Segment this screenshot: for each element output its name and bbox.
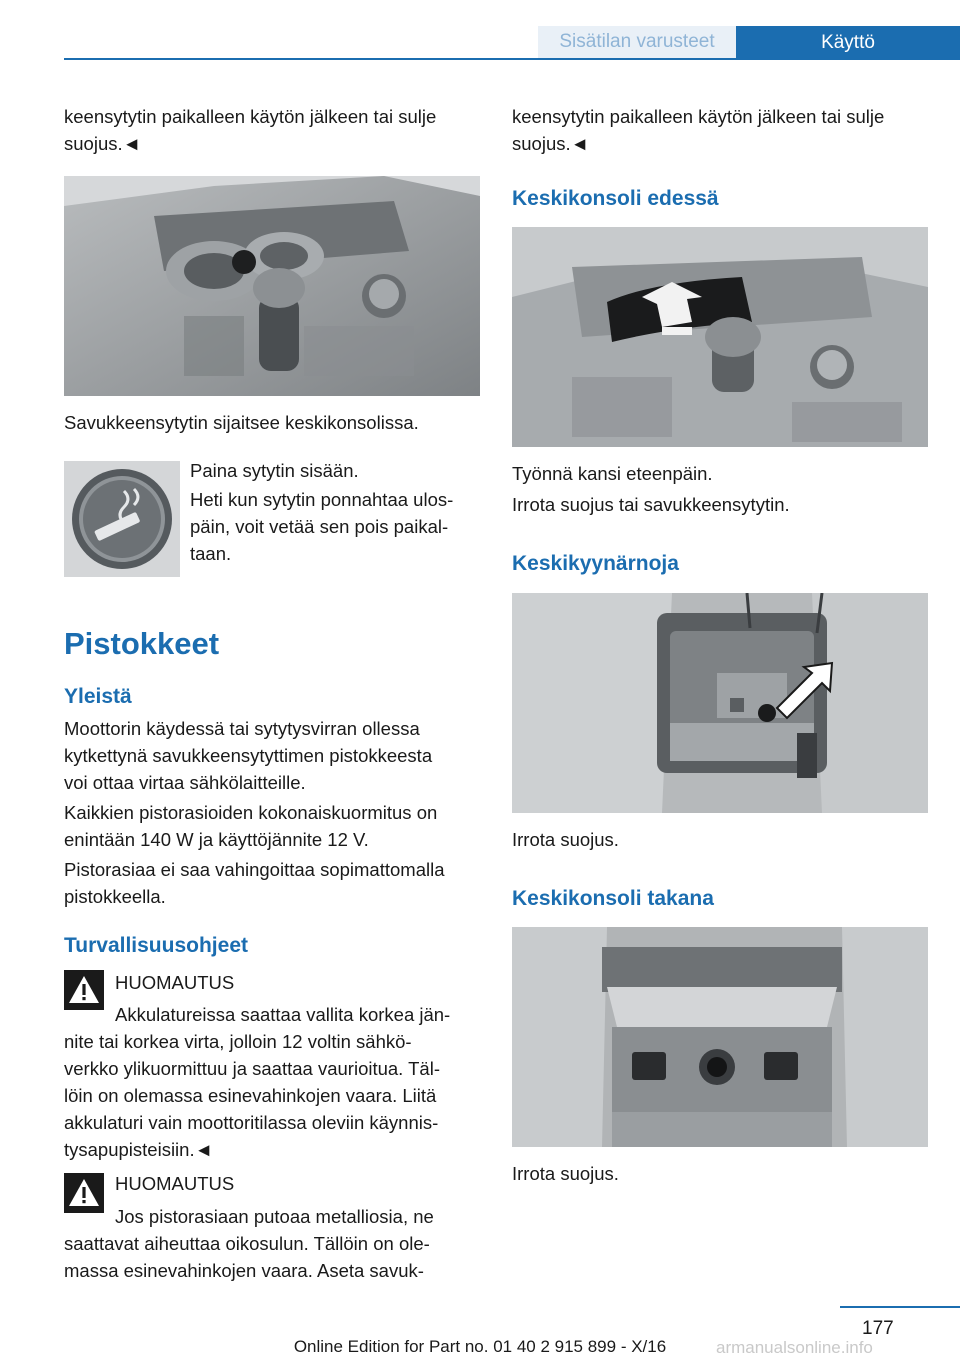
- warning-icon: [64, 970, 104, 1010]
- watermark-text: armanualsonline.info: [716, 1338, 873, 1357]
- front-console-step-2: Irrota suojus tai savukkeensytytin.: [512, 494, 790, 515]
- header-chapter-tab[interactable]: Käyttö: [736, 26, 960, 60]
- front-console-photo: [512, 227, 928, 447]
- heading-rear-console: Keskikonsoli takana: [512, 887, 714, 910]
- general-text-line-6: Pistorasiaa ei saa vahingoittaa sopimattomalla: [64, 859, 445, 880]
- warning-1-line-6: tysapupisteisiin.◄: [64, 1139, 213, 1160]
- instruction-pull-line-3: taan.: [190, 543, 232, 564]
- edition-footer: Online Edition for Part no. 01 40 2 915 899 - X/16: [293, 1337, 667, 1356]
- warning-2-line-2: saattavat aiheuttaa oikosulun. Tällöin on ole-: [64, 1233, 430, 1254]
- rear-console-instruction: Irrota suojus.: [512, 1163, 619, 1184]
- armrest-compartment-photo: [512, 593, 928, 813]
- instruction-pull-line-1: Heti kun sytytin ponnahtaa ulos-: [190, 489, 454, 510]
- instruction-press: Paina sytytin sisään.: [190, 460, 359, 481]
- right-intro-line-1: keensytytin paikalleen käytön jälkeen tai sulje: [512, 106, 885, 127]
- front-console-step-1: Työnnä kansi eteenpäin.: [512, 463, 713, 484]
- armrest-instruction: Irrota suojus.: [512, 829, 619, 850]
- warning-1-line-2: nite tai korkea virta, jolloin 12 voltin sähkö-: [64, 1031, 412, 1052]
- general-text-line-3: voi ottaa virtaa sähkölaitteille.: [64, 772, 306, 793]
- general-text-line-4: Kaikkien pistorasioiden kokonaiskuormitus on: [64, 802, 438, 823]
- warning-icon: [64, 1173, 104, 1213]
- left-intro-line-1: keensytytin paikalleen käytön jälkeen tai sulje: [64, 106, 437, 127]
- general-text-line-2: kytkettynä savukkeensytyttimen pistokkeesta: [64, 745, 433, 766]
- general-text-line-1: Moottorin käydessä tai sytytysvirran ollessa: [64, 718, 420, 739]
- lighter-button-image: [64, 461, 180, 577]
- page-number: 177: [862, 1318, 894, 1339]
- heading-front-console: Keskikonsoli edessä: [512, 187, 719, 210]
- warning-1-line-1: Akkulatureissa saattaa vallita korkea jän-: [115, 1004, 451, 1025]
- warning-1-line-3: verkko ylikuormittuu ja saattaa vaurioitua. Täl-: [64, 1058, 440, 1079]
- warning-2-title: HUOMAUTUS: [115, 1173, 235, 1194]
- general-text-line-5: enintään 140 W ja käyttöjännite 12 V.: [64, 829, 369, 850]
- instruction-pull-line-2: päin, voit vetää sen pois paikal-: [190, 516, 449, 537]
- subsection-title-safety: Turvallisuusohjeet: [64, 934, 248, 957]
- lighter-location-caption: Savukkeensytytin sijaitsee keskikonsolissa.: [64, 412, 419, 433]
- console-cigarette-lighter-photo: [64, 176, 480, 396]
- header-rule: [64, 58, 960, 60]
- right-intro-line-2: suojus.◄: [512, 133, 589, 154]
- general-text-line-7: pistokkeella.: [64, 886, 166, 907]
- footer-rule: [840, 1306, 960, 1308]
- heading-armrest: Keskikyynärnoja: [512, 552, 679, 575]
- warning-1-line-4: löin on olemassa esinevahinkojen vaara. Liitä: [64, 1085, 437, 1106]
- header-section-tab[interactable]: Sisätilan varusteet: [538, 26, 736, 58]
- section-title-pistokkeet: Pistokkeet: [64, 626, 220, 661]
- left-intro-line-2: suojus.◄: [64, 133, 141, 154]
- warning-1-line-5: akkulaturi vain moottoritilassa oleviin käynnis-: [64, 1112, 439, 1133]
- warning-2-line-1: Jos pistorasiaan putoaa metalliosia, ne: [115, 1206, 434, 1227]
- warning-1-title: HUOMAUTUS: [115, 972, 235, 993]
- rear-console-photo: [512, 927, 928, 1147]
- subsection-title-general: Yleistä: [64, 685, 132, 708]
- warning-2-line-3: massa esinevahinkojen vaara. Aseta savuk-: [64, 1260, 424, 1281]
